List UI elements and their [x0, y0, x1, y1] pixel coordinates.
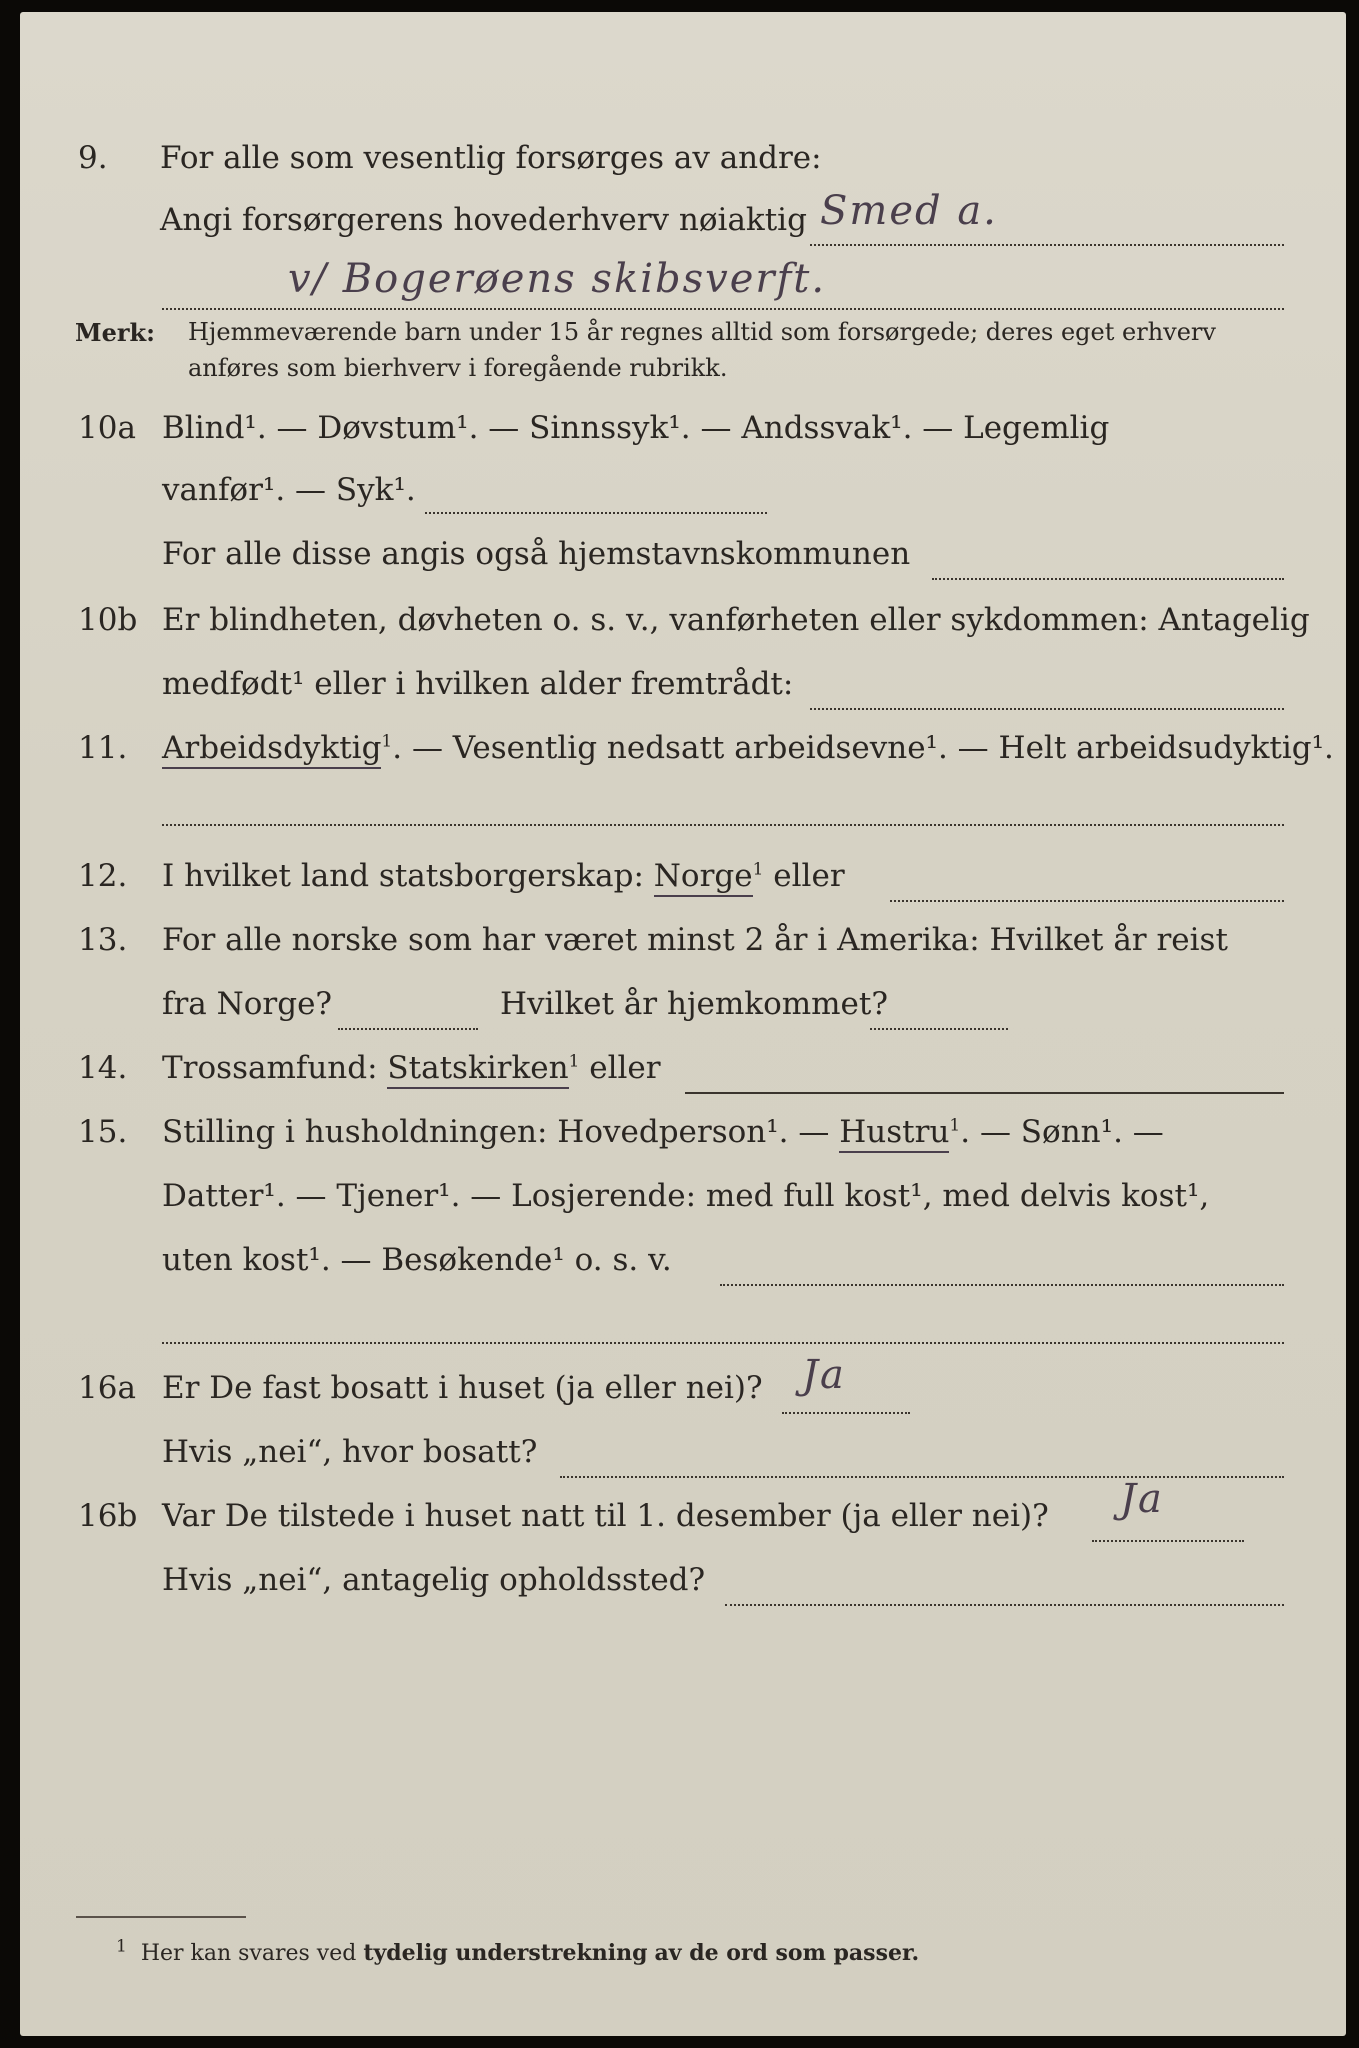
- answer-line: [425, 512, 767, 514]
- selected-option: Hustru: [839, 1114, 949, 1153]
- question-14: [20, 1050, 1346, 1106]
- question-text: I hvilket land statsborgerskap: Norge$^1$ eller: [162, 858, 845, 894]
- question-number: 16a: [78, 1370, 136, 1406]
- question-suffix: eller: [773, 858, 845, 894]
- question-13: [20, 922, 1346, 978]
- question-10b-line-2: [20, 666, 1346, 722]
- answer-line: [720, 1284, 1284, 1286]
- question-16b: [20, 1476, 1346, 1554]
- question-10a: [20, 410, 1346, 466]
- answer-line: [338, 1028, 478, 1030]
- footnote-text: [116, 1936, 920, 1966]
- question-number: 9.: [78, 140, 108, 176]
- question-text: For alle som vesentlig forsørges av andre:: [160, 140, 822, 176]
- note-text: Hjemmeværende barn under 15 år regnes alltid som forsørgede; deres eget erhverv: [188, 318, 1216, 346]
- question-number: 11.: [78, 730, 128, 766]
- question-9-line-2: [20, 188, 1346, 258]
- question-16a: [20, 1352, 1346, 1426]
- question-15-line-3: [20, 1242, 1346, 1298]
- question-text: fra Norge?: [162, 986, 333, 1022]
- answer-line: [162, 308, 1284, 310]
- question-15-line-2: [20, 1178, 1346, 1234]
- question-16b-line-2: [20, 1562, 1346, 1618]
- question-prefix: I hvilket land statsborgerskap:: [162, 858, 644, 894]
- option-text: . — Vesentlig nedsatt arbeidsevne¹. — Helt arbeidsudyktig¹.: [392, 730, 1334, 766]
- footnote-prefix: Her kan svares ved: [140, 1941, 357, 1966]
- question-suffix: eller: [589, 1050, 661, 1086]
- answer-line: [890, 900, 1284, 902]
- answer-line: [810, 244, 1284, 246]
- question-text: For alle disse angis også hjemstavnskommunen: [162, 536, 911, 572]
- question-text: Var De tilstede i huset natt til 1. desember (ja eller nei)?: [162, 1498, 1049, 1534]
- answer-line: [1092, 1540, 1244, 1542]
- question-number: 13.: [78, 922, 128, 958]
- answer-line: [810, 708, 1284, 710]
- question-10b: [20, 602, 1346, 658]
- footnote-mark: 1: [116, 1936, 127, 1957]
- answer-line: [162, 824, 1284, 826]
- question-text: Stilling i husholdningen: Hovedperson¹. — Hustru$^1$. — Sønn¹. —: [162, 1114, 1164, 1150]
- question-number: 16b: [78, 1498, 138, 1534]
- question-number: 12.: [78, 858, 128, 894]
- selected-option: Arbeidsdyktig: [162, 730, 381, 769]
- answer-line: [162, 1342, 1284, 1344]
- handwritten-answer: v/ Bogerøens skibsverft.: [288, 256, 827, 302]
- handwritten-answer: Ja: [1120, 1476, 1164, 1522]
- question-text: medfødt¹ eller i hvilken alder fremtrådt:: [162, 666, 794, 702]
- question-text: Hvis „nei“, hvor bosatt?: [162, 1434, 538, 1470]
- note-label: Merk:: [75, 318, 155, 347]
- question-10a-line-3: [20, 536, 1346, 592]
- question-suffix: . — Sønn¹. —: [960, 1114, 1164, 1150]
- question-text: Arbeidsdyktig$^1$. — Vesentlig nedsatt arbeidsevne¹. — Helt arbeidsudyktig¹.: [162, 730, 1334, 766]
- question-text: vanfør¹. — Syk¹.: [162, 472, 416, 508]
- question-15: [20, 1114, 1346, 1170]
- handwritten-answer: Smed a.: [820, 188, 998, 234]
- answer-line: [870, 1028, 1008, 1030]
- question-text: Datter¹. — Tjener¹. — Losjerende: med full kost¹, med delvis kost¹,: [162, 1178, 1210, 1214]
- question-prefix: Trossamfund:: [162, 1050, 378, 1086]
- answer-line: [782, 1412, 910, 1414]
- question-text: Hvis „nei“, antagelig opholdssted?: [162, 1562, 706, 1598]
- question-text: For alle norske som har været minst 2 år i Amerika: Hvilket år reist: [162, 922, 1228, 958]
- selected-option: Norge: [654, 858, 753, 897]
- question-text: Angi forsørgerens hovederhverv nøiaktig: [160, 202, 807, 238]
- note-text: anføres som bierhverv i foregående rubrikk.: [188, 354, 728, 382]
- question-10a-line-2: [20, 472, 1346, 528]
- footnote-divider: [76, 1916, 246, 1918]
- question-text: Blind¹. — Døvstum¹. — Sinnssyk¹. — Andssvak¹. — Legemlig: [162, 410, 1110, 446]
- footnote: [20, 1936, 1346, 1996]
- selected-option: Statskirken: [387, 1050, 568, 1089]
- question-12: [20, 858, 1346, 914]
- question-9-line-3: [20, 256, 1346, 320]
- question-number: 14.: [78, 1050, 128, 1086]
- question-15-line-4: [20, 1306, 1346, 1362]
- question-number: 15.: [78, 1114, 128, 1150]
- question-prefix: Stilling i husholdningen: Hovedperson¹. —: [162, 1114, 830, 1150]
- question-text: Trossamfund: Statskirken$^1$ eller: [162, 1050, 661, 1086]
- question-text: uten kost¹. — Besøkende¹ o. s. v.: [162, 1242, 672, 1278]
- question-number: 10a: [78, 410, 136, 446]
- answer-line: [725, 1604, 1284, 1606]
- question-11-line-2: [20, 794, 1346, 850]
- question-text: Er blindheten, døvheten o. s. v., vanførheten eller sykdommen: Antagelig: [162, 602, 1310, 638]
- footnote-suffix: av de ord som passer.: [654, 1940, 920, 1966]
- question-13-line-2: [20, 986, 1346, 1042]
- question-9: [20, 140, 1346, 196]
- footnote-emphasis: tydelig understrekning: [363, 1940, 648, 1966]
- census-form-page: [20, 12, 1346, 2036]
- answer-line: [932, 578, 1284, 580]
- question-11: [20, 730, 1346, 786]
- note-merk-line-2: [20, 354, 1346, 410]
- question-text: Hvilket år hjemkommet?: [500, 986, 888, 1022]
- answer-line: [685, 1092, 1284, 1094]
- question-text: Er De fast bosatt i huset (ja eller nei)?: [162, 1370, 763, 1406]
- answer-line: [560, 1476, 1284, 1478]
- handwritten-answer: Ja: [802, 1352, 846, 1398]
- question-number: 10b: [78, 602, 138, 638]
